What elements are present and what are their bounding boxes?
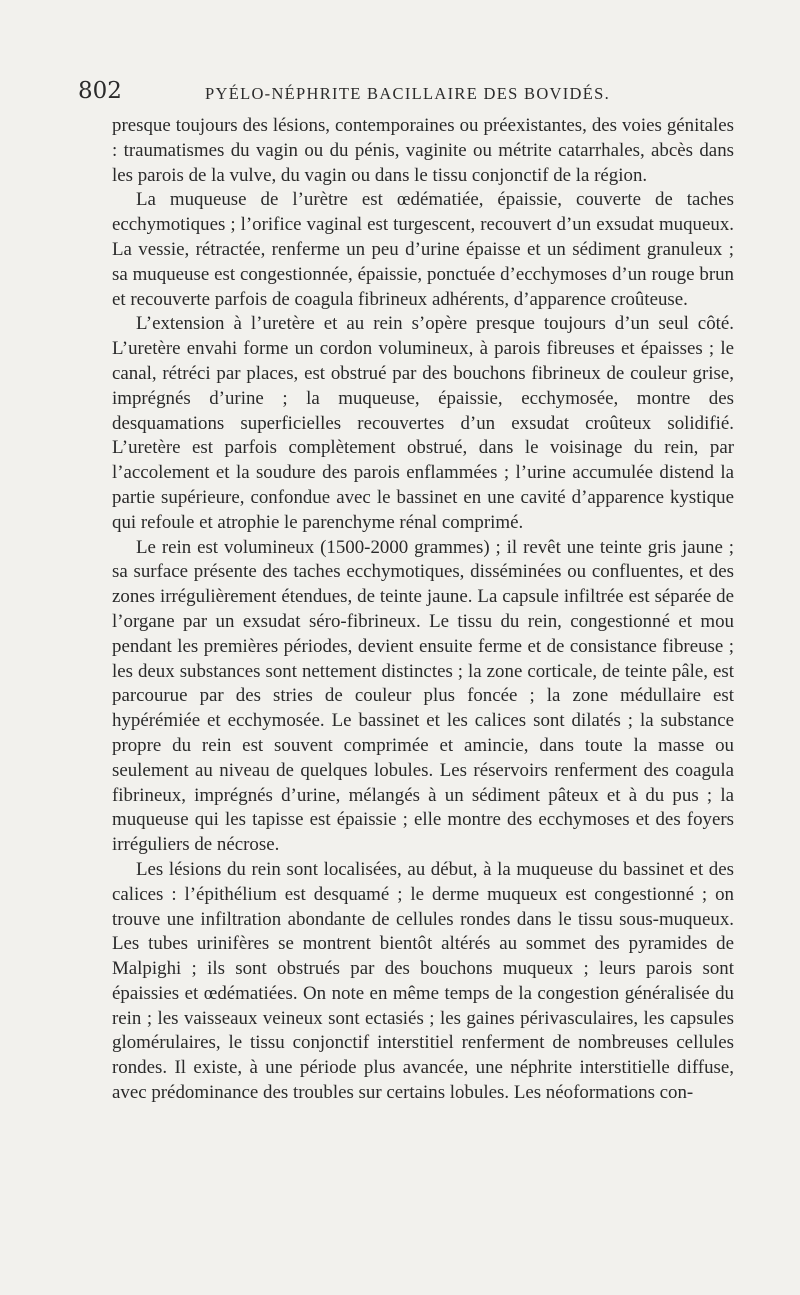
paragraph-3: L’extension à l’uretère et au rein s’opère presque toujours d’un seul côté. L’uretère envahi forme un cordon volumineux, à parois fibreuses et épaisses ; le canal, rétréci par places, est obstrué par des bouchons fibrineux de couleur grise, imprégnés d’urine ; la muqueuse, épaissie, ecchymosée, montre des desquamations superficielles recouvertes d’un exsudat croûteux solidifié. L’uretère est parfois complètement obstrué, dans le voisinage du rein, par l’accolement et la soudure des parois enflammées ; l’urine accumulée distend la partie supérieure, confondue avec le bassinet en une cavité d’apparence kystique qui refoule et atrophie le parenchyme rénal comprimé. (112, 313, 734, 533)
paragraph-4: Le rein est volumineux (1500-2000 grammes) ; il revêt une teinte gris jaune ; sa surface présente des taches ecchymotiques, disséminées ou confluentes, et des zones irrégulièrement étendues, de teinte jaune. La capsule infiltrée est séparée de l’organe par un exsudat séro-fibrineux. Le tissu du rein, congestionné et mou pendant les premières périodes, devient ensuite ferme et de consistance fibreuse ; les deux substances sont nettement distinctes ; la zone corticale, de teinte pâle, est parcourue par des stries de couleur plus foncée ; la zone médullaire est hypérémiée et ecchymosée. Le bassinet et les calices sont dilatés ; la substance propre du rein est souvent comprimée et amincie, dans toute la masse ou seulement au niveau de quelques lobules. Les réservoirs renferment des coagula fibrineux, imprégnés d’urine, mélangés à un sédiment pâteux et à du pus ; la muqueuse qui les tapisse est épaissie ; elle montre des ecchymoses et des foyers irréguliers de nécrose. (112, 536, 734, 856)
paragraph-5: Les lésions du rein sont localisées, au début, à la muqueuse du bassinet et des calices : l’épithélium est desquamé ; le derme muqueux est congestionné ; on trouve une infiltration abondante de cellules rondes dans le tissu sous-muqueux. Les tubes urinifères se montrent bientôt altérés au sommet des pyramides de Malpighi ; ils sont obstrués par des bouchons muqueux ; leurs parois sont épaissies et œdématiées. On note en même temps de la congestion généralisée du rein ; les vaisseaux veineux sont ectasiés ; les gaines périvasculaires, les capsules glomérulaires, le tissu conjonctif interstitiel renferment de nombreuses cellules rondes. Il existe, à une période plus avancée, une néphrite interstitielle diffuse, avec prédominance des troubles sur certains lobules. Les néoformations con- (112, 858, 734, 1104)
paragraph-1: presque toujours des lésions, contemporaines ou préexistantes, des voies génitales : traumatismes du vagin ou du pénis, vaginite ou métrite catarrhales, abcès dans les parois de la vulve, du vagin ou dans le tissu conjonctif de la région. (112, 115, 734, 186)
body-text (112, 114, 734, 1106)
paragraph-2: La muqueuse de l’urètre est œdématiée, épaissie, couverte de taches ecchymotiques ; l’orifice vaginal est turgescent, recouvert d’un exsudat muqueux. La vessie, rétractée, renferme un peu d’urine épaisse et un sédiment granuleux ; sa muqueuse est congestionnée, épaissie, ponctuée d’ecchymoses d’un rouge brun et recouverte parfois de coagula fibrineux adhérents, d’apparence croûteuse. (112, 189, 734, 310)
page-number: 802 (78, 78, 122, 104)
running-head: PYÉLO-NÉPHRITE BACILLAIRE DES BOVIDÉS. (205, 84, 611, 103)
page-header (0, 78, 800, 108)
